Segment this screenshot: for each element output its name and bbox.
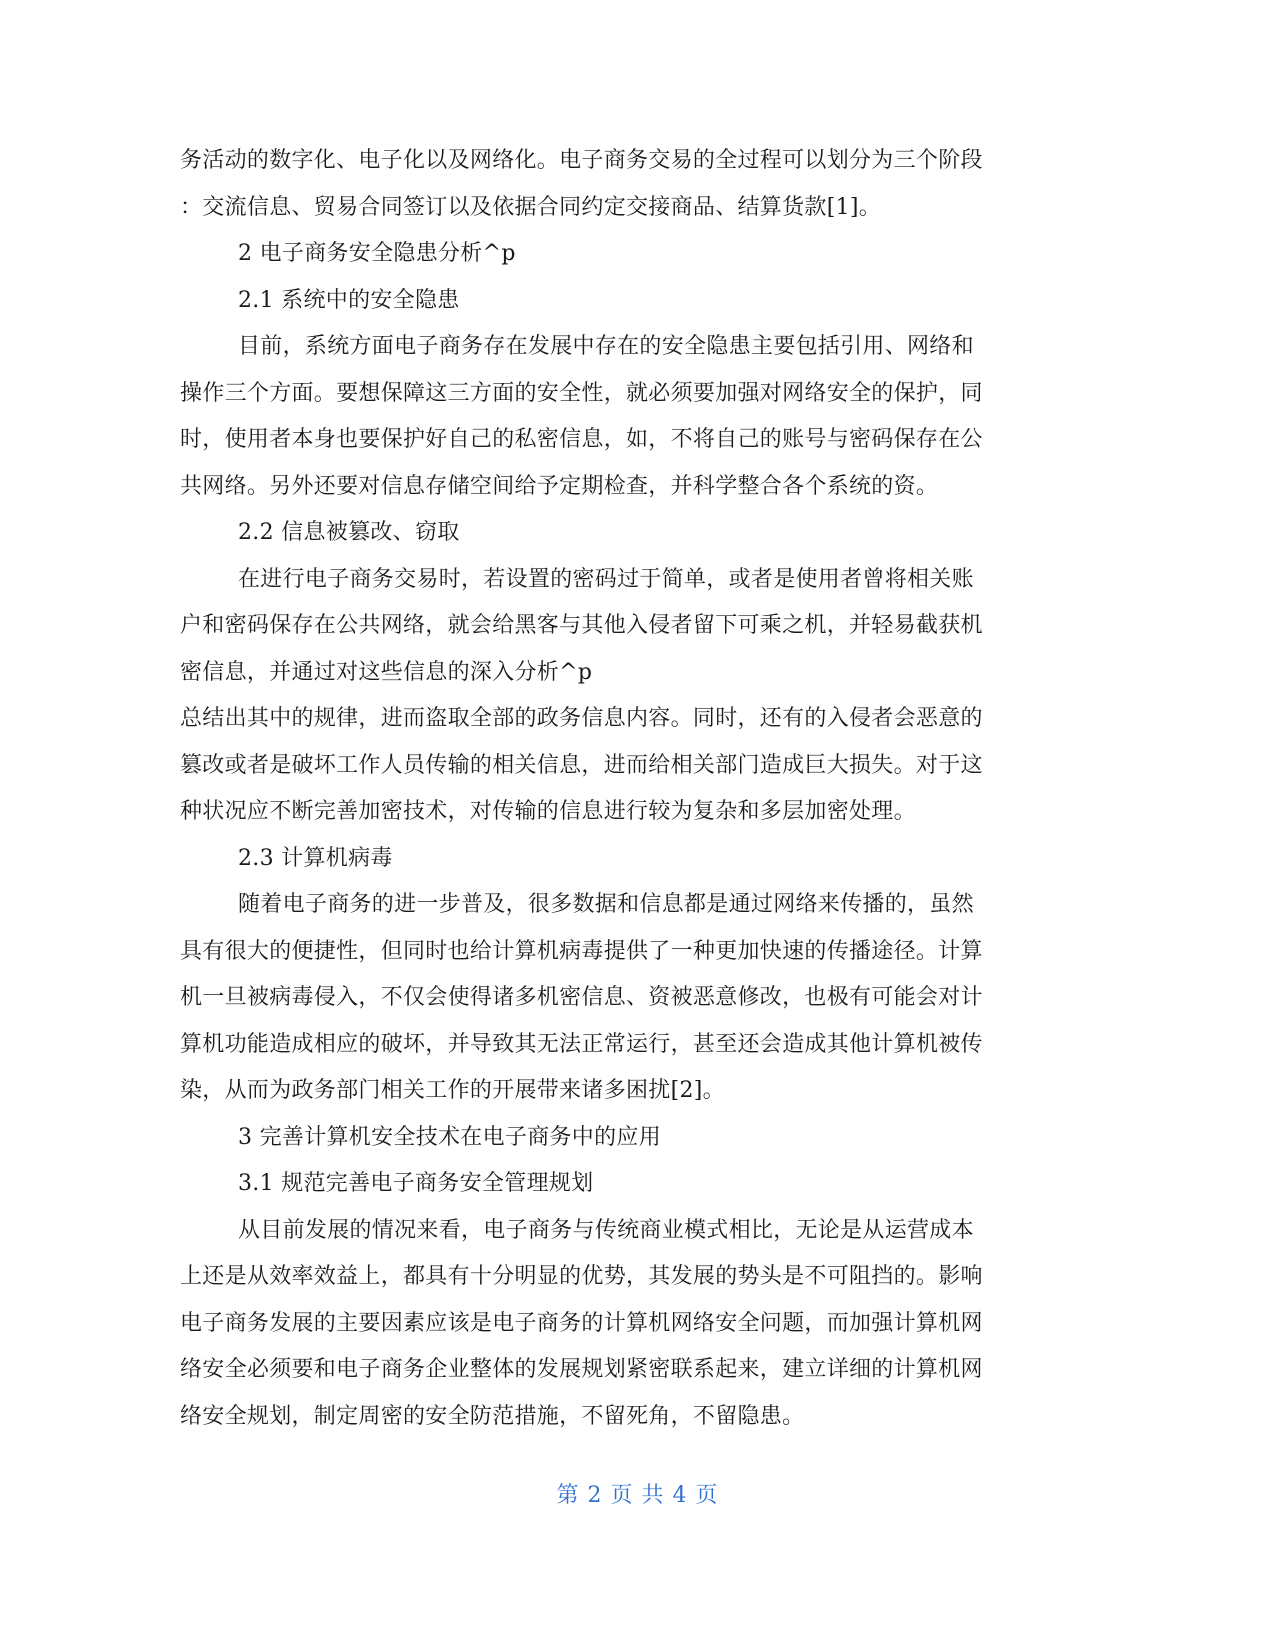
paragraph-line: 在进行电子商务交易时，若设置的密码过于简单，或者是使用者曾将相关账	[238, 566, 974, 592]
paragraph-line: 务活动的数字化、电子化以及网络化。电子商务交易的全过程可以划分为三个阶段	[180, 148, 983, 173]
page-number-footer: 第 2 页 共 4 页	[556, 1483, 719, 1508]
paragraph-line: 机一旦被病毒侵入，不仅会使得诸多机密信息、资被恶意修改，也极有可能会对计	[180, 985, 983, 1010]
paragraph-line: 种状况应不断完善加密技术，对传输的信息进行较为复杂和多层加密处理。	[180, 799, 916, 824]
paragraph-line: 从目前发展的情况来看，电子商务与传统商业模式相比，无论是从运营成本	[238, 1217, 974, 1243]
subsection-heading: 2.3 计算机病毒	[238, 845, 393, 871]
paragraph-line: 目前，系统方面电子商务存在发展中存在的安全隐患主要包括引用、网络和	[238, 334, 974, 359]
paragraph-line: 篡改或者是破坏工作人员传输的相关信息，进而给相关部门造成巨大损失。对于这	[180, 752, 983, 778]
document-body	[180, 138, 1040, 1440]
paragraph-line: 密信息，并通过对这些信息的深入分析^p	[180, 659, 593, 685]
paragraph-line: 上还是从效率效益上，都具有十分明显的优势，其发展的势头是不可阻挡的。影响	[180, 1264, 983, 1289]
section-heading: 2 电子商务安全隐患分析^p	[238, 241, 516, 266]
paragraph-line: 算机功能造成相应的破坏，并导致其无法正常运行，甚至还会造成其他计算机被传	[180, 1031, 983, 1057]
paragraph-line: 具有很大的便捷性，但同时也给计算机病毒提供了一种更加快速的传播途径。计算	[180, 938, 983, 964]
paragraph-line: 操作三个方面。要想保障这三方面的安全性，就必须要加强对网络安全的保护，同	[180, 380, 983, 406]
subsection-heading: 2.1 系统中的安全隐患	[238, 287, 460, 313]
paragraph-line: 电子商务发展的主要因素应该是电子商务的计算机网络安全问题，而加强计算机网	[180, 1310, 983, 1336]
section-heading: 3 完善计算机安全技术在电子商务中的应用	[238, 1124, 661, 1150]
paragraph-line: 染，从而为政务部门相关工作的开展带来诸多困扰[2]。	[180, 1078, 725, 1103]
paragraph-line: 总结出其中的规律，进而盗取全部的政务信息内容。同时，还有的入侵者会恶意的	[180, 706, 983, 731]
subsection-heading: 2.2 信息被篡改、窃取	[238, 520, 460, 545]
paragraph-line: 共网络。另外还要对信息存储空间给予定期检查，并科学整合各个系统的资。	[180, 473, 939, 499]
subsection-heading: 3.1 规范完善电子商务安全管理规划	[238, 1171, 594, 1196]
paragraph-line: 户和密码保存在公共网络，就会给黑客与其他入侵者留下可乘之机，并轻易截获机	[180, 613, 983, 638]
paragraph-line: 随着电子商务的进一步普及，很多数据和信息都是通过网络来传播的，虽然	[238, 892, 974, 917]
paragraph-line: 络安全规划，制定周密的安全防范措施，不留死角，不留隐患。	[180, 1403, 805, 1429]
paragraph-line: 络安全必须要和电子商务企业整体的发展规划紧密联系起来，建立详细的计算机网	[180, 1357, 983, 1382]
paragraph-line: 时，使用者本身也要保护好自己的私密信息，如，不将自己的账号与密码保存在公	[180, 427, 983, 452]
paragraph-line: ：交流信息、贸易合同签订以及依据合同约定交接商品、结算货款[1]。	[180, 194, 882, 220]
